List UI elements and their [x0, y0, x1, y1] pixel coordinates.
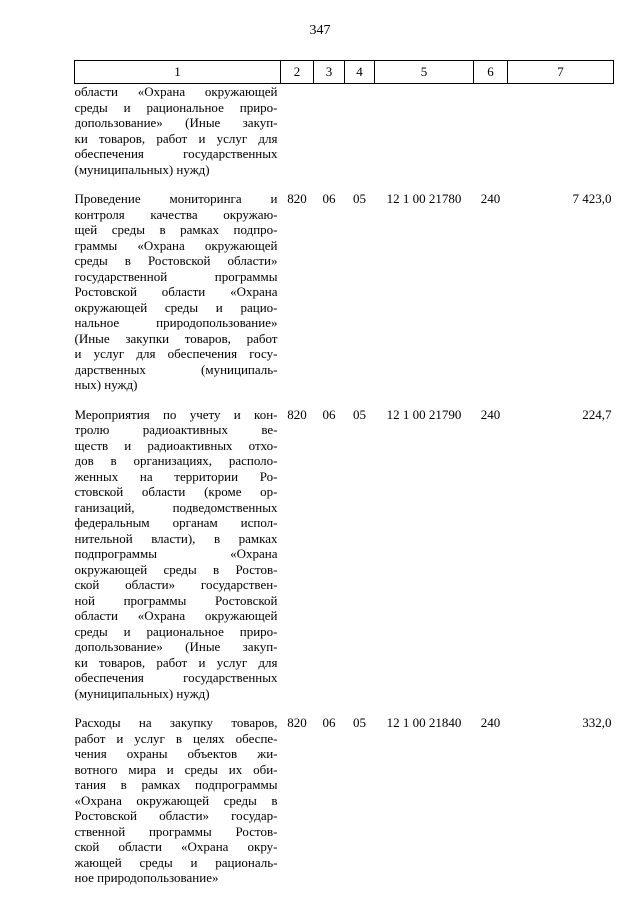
description-line: ской области «Охрана окру-: [74, 839, 278, 854]
page-number: 347: [309, 23, 331, 38]
description-line: государственной программы: [74, 268, 278, 284]
description-line: «Охрана окружающей среды в: [74, 792, 278, 808]
description-line: Проведение мониторинга и: [74, 191, 278, 206]
description-line: и услуг для обеспечения госу-: [74, 346, 278, 361]
description-line: подпрограммы «Охрана: [74, 546, 278, 561]
cell-amount: 224,7: [582, 406, 612, 422]
cell-description: [75, 407, 281, 716]
column-header-7: 7: [508, 61, 614, 84]
column-header-3: 3: [314, 61, 345, 84]
description-line: стовской области (кроме ор-: [74, 484, 278, 499]
cell-description: [75, 84, 281, 192]
description-line: ской области» государствен-: [74, 577, 278, 592]
description-line: обеспечения государственных: [74, 670, 278, 685]
description-line: ганизаций, подведомственных: [74, 499, 278, 515]
cell-subsection-code: 05: [353, 191, 366, 206]
cell-expense-type: [474, 84, 508, 192]
cell-target-article: 12 1 00 21790: [386, 406, 462, 422]
description-line: обеспечения государственных: [74, 146, 278, 161]
description-line: допользование» (Иные закуп-: [74, 639, 278, 654]
description-line: (муниципальных) нужд): [74, 161, 210, 177]
description-line: работ и услуг в целях обеспе-: [74, 730, 278, 746]
description-line: Мероприятия по учету и кон-: [74, 406, 278, 422]
description-line: ки товаров, работ и услуг для: [74, 654, 278, 670]
description-line: среды в Ростовской области»: [74, 253, 278, 268]
column-header-4: 4: [345, 61, 375, 84]
cell-ministry-code: 820: [287, 406, 307, 422]
description-line: нальное природопользование»: [74, 315, 278, 330]
description-line: допользование» (Иные закуп-: [74, 115, 278, 130]
description-line: области «Охрана окружающей: [74, 84, 278, 99]
description-line: ки товаров, работ и услуг для: [74, 130, 278, 146]
description-line: чения охраны объектов жи-: [74, 746, 278, 761]
description-line: окружающей среды в Ростов-: [74, 561, 278, 577]
cell-target-article: 12 1 00 21840: [386, 715, 462, 730]
cell-ministry-code: [281, 84, 314, 192]
cell-section-code: 06: [322, 191, 336, 206]
description-line: среды и рациональное приро-: [74, 623, 278, 639]
cell-expense-type: 240: [480, 191, 501, 206]
description-line: (муниципальных) нужд): [74, 685, 210, 701]
description-line: области «Охрана окружающей: [74, 608, 278, 623]
cell-description: [75, 191, 281, 407]
description-line: граммы «Охрана окружающей: [74, 237, 278, 253]
description-line: Ростовской области» государ-: [74, 808, 278, 823]
description-line: контроля качества окружаю-: [74, 206, 278, 222]
table-row: [75, 715, 614, 900]
description-line: ное природопользование»: [74, 870, 219, 885]
cell-section-code: [314, 84, 345, 192]
cell-description: [75, 715, 281, 900]
description-line: щей среды в рамках подпро-: [74, 222, 278, 237]
column-header-5: 5: [375, 61, 474, 84]
description-line: нительной власти), в рамках: [74, 530, 278, 546]
description-line: вотного мира и среды их оби-: [74, 761, 278, 777]
cell-ministry-code: 820: [287, 715, 307, 730]
column-header-1: 1: [75, 61, 281, 84]
cell-subsection-code: 05: [353, 715, 366, 730]
column-header-2: 2: [281, 61, 314, 84]
description-line: дов в организациях, располо-: [74, 453, 278, 468]
cell-expense-type: 240: [480, 406, 501, 422]
description-line: федеральным органам испол-: [74, 515, 278, 530]
description-line: (Иные закупки товаров, работ: [74, 330, 278, 346]
table-row: [75, 407, 614, 716]
description-line: жающей среды и рациональ-: [74, 854, 278, 870]
cell-target-article: 12 1 00 21780: [386, 191, 462, 206]
cell-subsection-code: 05: [353, 406, 366, 422]
budget-table: [74, 60, 614, 900]
description-line: среды и рациональное приро-: [74, 99, 278, 115]
column-header-6: 6: [474, 61, 508, 84]
description-line: Расходы на закупку товаров,: [74, 715, 278, 730]
cell-ministry-code: 820: [287, 191, 307, 206]
table-row: [75, 191, 614, 407]
description-line: ной программы Ростовской: [74, 592, 278, 608]
cell-section-code: 06: [322, 715, 336, 730]
description-line: женных на территории Ро-: [74, 468, 278, 484]
cell-target-article: [375, 84, 474, 192]
cell-expense-type: 240: [480, 715, 501, 730]
description-line: тания в рамках подпрограммы: [74, 777, 278, 792]
table-row: [75, 84, 614, 192]
description-line: ществ и радиоактивных отхо-: [74, 437, 278, 453]
description-line: дарственных (муниципаль-: [74, 361, 278, 377]
table-body: [75, 84, 614, 900]
table-header-row: [75, 61, 614, 84]
cell-amount: [508, 84, 614, 192]
cell-section-code: 06: [322, 406, 336, 422]
cell-amount: 332,0: [582, 715, 612, 730]
cell-amount: 7 423,0: [572, 191, 612, 206]
description-line: окружающей среды и рацио-: [74, 299, 278, 315]
description-line: Ростовской области «Охрана: [74, 284, 278, 299]
description-line: тролю радиоактивных ве-: [74, 422, 278, 437]
cell-subsection-code: [345, 84, 375, 192]
description-line: ных) нужд): [74, 377, 138, 392]
description-line: ственной программы Ростов-: [74, 823, 278, 839]
